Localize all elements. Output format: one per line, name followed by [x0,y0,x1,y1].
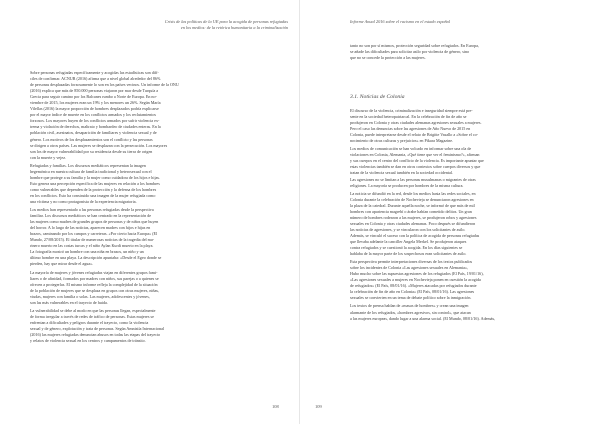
text-line: Crisis de las políticas de la UE para la acogida de personas refugiadas [164,19,288,24]
paragraph [350,303,582,321]
text-line: La mayoría de mujeres y jóvenes refugiadas viajan en diferentes grupos fami- [30,269,158,275]
paragraph [30,163,288,205]
section-title: 3.1. Noticias de Colonia [350,94,405,100]
text-line: familiar. Los discursos mediáticos se han centrado en la representación de [30,213,152,219]
text-line: Esta perspectiva permite interpretaciones diversas de los textos publicados [350,259,473,265]
running-header [350,19,580,25]
text-line: con la muerte y vejez. [30,154,67,160]
text-line: viembre de 2015, los mujeres eran un 19% y los menores un 26%. Según María [30,100,161,106]
paragraph [30,308,288,344]
text-line: las noticias de agresiones, y se vincularon con los solicitantes de asilo. [350,226,466,232]
text-line: viudas, mujeres con familia o solas. Las mujeres, adolescentes y jóvenes, [30,293,150,299]
text-line: enfrentan a dificultades y peligros durante el trayecto, como la violencia [30,319,149,325]
text-line: y sus cuerpos en el centro del conflicto de la violencia. Es importante apuntar que [350,158,484,164]
text-line: produjeron en Colonia y otras ciudades alemanas agresiones sexuales a mujeres. [350,120,482,126]
text-line: número de hombres rodearon a las mujeres, se produjeron robos y agresiones [350,214,477,220]
text-line: pierden, hay que mirar desde el agua». [30,261,94,267]
running-header [30,19,288,31]
text-line: Esto genera una percepción específica de las mujeres en relación a los hombres [30,180,160,186]
paragraph [350,191,582,258]
text-line: contra refugiados y se cuestionó la acogida. En los días siguientes se [350,245,463,251]
text-line: población civil, asesinatos, desaparición de familiares y violencia sexual y de [30,130,157,136]
text-line: sexuales se convierten en un tema de debate político sobre la inmigración. [350,295,472,301]
text-line: las mujeres como madres de grandes grupos de personas y de niños que huyen [30,219,159,225]
intro-text [350,43,582,61]
text-line: son los de mayor vulnerabilidad por su residencia desde su tierra de origen [30,148,153,154]
body-text [30,70,288,346]
text-line: la celebración de fin de año en Colonia» (El País, 08/01/16). Las agresiones [350,289,475,295]
text-line: «Las agresiones sexuales a mujeres en Nochevieja ponen en cuestión la acogida [350,277,481,283]
text-line: La noticia se difundió en la red, desde los medios hasta las redes sociales, en [350,190,476,196]
text-line: Los medios han representado a las personas refugiadas desde la perspectiva [30,207,154,213]
text-line: de personas desplazadas forzosamente lo son en los países vecinos. Un informe de la ONU [30,82,179,88]
text-line: Colonia, puede interpretarse desde el relato de Brigitte Vasallo a «Sobre el co- [350,132,479,138]
paragraph [30,70,288,161]
page-number: 109 [315,404,322,409]
text-line: son las más vulnerables en el trayecto de huida. [30,299,108,305]
text-line: como vulnerables que dependen de la protección y la defensa de los hombres [30,186,157,192]
text-line: Mundo, 27/08/2015). El titular de numerosas noticias de la tragedia del ma- [30,237,155,243]
text-line: de forma irregular a través de redes de tráfico de personas. Estas mujeres se [30,313,154,319]
text-line: sobre los incidentes de Colonia «Las agresiones sexuales en Alemania», [350,265,469,271]
text-line: sexuales en Colonia y otras ciudades alemanas. Poco después se difundieron [350,220,476,226]
text-line: tanto no son por sí mismos, protección seguridad sobre refugiados. En Europa, [350,43,479,48]
text-line: nocimiento de otras culturas y prejuicios» en Pikara Magazine. [350,138,454,144]
paragraph [30,207,288,267]
text-line: por el mayor índice de muerte en los conflictos armados y los reclutamientos [30,112,156,118]
text-line: Refugiadas y familias. Los discursos mediáticos representan la imagen [30,162,146,168]
paragraph [350,146,582,188]
text-line: estas violencias también se dan en otros contextos sobre cuerpos diversos y que [350,164,481,170]
text-line: (2016) las mujeres refugiadas denuncian abusos en todas las etapas del trayecto [30,331,161,337]
text-line: se añade las dificultades para solicitar asilo por violencia de género, sino [350,49,470,55]
paragraph [350,259,582,301]
text-line: Pero el caso las denuncias sobre las agresiones de Año Nuevo de 2015 en [350,126,471,132]
text-line: una víctima y no como protagonista de la experiencia migratoria. [30,198,137,204]
text-line: sente en la sociedad heteropatriarcal. En la celebración de fin de año se [350,114,467,120]
text-line: de la población de mujeres que se desplaza en grupos con otras mujeres, niñas, [30,287,160,293]
text-line: ciles de confirmar. ACNUR (2016) afirma que a nivel global alrededor del 86% [30,76,161,82]
text-line: liares o de afinidad, formados por madres con niños, sus parejas o a quienes se [30,275,159,281]
text-line: ofrecen a protegerlas. El mismo informe refleja la complejidad de la situación [30,281,158,287]
text-line: forzosos. Los mayores huyen de los conflictos armados por sufrir violencia ex- [30,118,160,124]
text-line: brazos, caminando por los campos y carreteras. «Por cierto hacia Europa» (El [30,231,158,237]
text-line: Informe Anual 2016 sobre el racismo en el estado español [350,19,451,24]
text-line: Los medios de comunicación se han volcado en informar sobre una ola de [350,146,472,152]
text-line: Vilellas (2016) la mayor proporción de hombres desplazados podría explicarse [30,106,159,112]
text-line: Colonia durante la celebración de Nochevieja se denunciaron agresiones en [350,196,474,202]
text-line: en los medios: de la retórica humanitaria a la criminalización [180,25,288,30]
text-line: trema y violación de derechos, maltrato y bombardeo de ciudades enteras. En la [30,124,161,130]
text-line: hablaba de la mayor parte de los sospechosos eran solicitantes de asilo. [350,251,467,257]
text-line: a las mujeres europeas, dando lugar a una alarma social. (El Mundo, 08/01/16). Además, [350,315,496,321]
text-line: último hombre en una playa. La descripción apuntaba: «Desde el Egeo donde se [30,255,162,261]
text-line: alarmante de los refugiados, «hombres agresivos, sin control», que atacan [350,309,471,315]
text-line: género. Los motivos de los desplazamientos son el conflicto y las personas [30,136,153,142]
text-line: Hubo mucho sobre las supuestas agresiones de los refugiados (El País, 19/01/16), [350,271,484,277]
text-line: religiones. La mayoría se producen por hombres de la misma cultura. [350,182,464,188]
text-line: y relatos de violencia sexual en los centros y campamentos de tránsito. [30,338,146,344]
text-line: Además, se vinculó el suceso con la política de acogida de personas refugiadas [350,232,480,238]
text-line: violaciones en Colonia, Alemania, «Qué tiene que ver el feminismo?», afirman [350,152,480,158]
paragraph [30,270,288,306]
text-line: Las agresiones no se limitan a las personas musulmanas o migrantes de otras [350,176,476,182]
body-text [350,108,582,324]
text-line: hegemónica en nuestra cultura de familia tradicional y heterosexual con el [30,168,152,174]
text-line: hombre que protege a su familia y la mujer como cuidadora de los hijos e hijas. [30,174,161,180]
text-line: del horror. A lo largo de las noticias, aparecen madres con hijos e hijas en [30,225,151,231]
text-line: La vulnerabilidad se debe al modo en que las personas llegan, especialmente [30,307,156,313]
text-line: tratan de la violencia sexual también en la sociedad occidental. [350,170,453,176]
text-line: de refugiados» (El País, 08/01/16). «Mujeres atacadas por refugiados durante [350,283,477,289]
text-line: se dirigen a otros países. Las mujeres se desplazan con la persecución. Los mayores [30,142,168,148]
text-line: rinero muerto en las costas turcas y el niño Aylan Kurdi muerto en la playa. [30,243,154,249]
text-line: Grecia para seguir camino por los Balcanes rumbo a Norte de Europa. En no- [30,94,157,100]
page-number: 108 [272,404,279,409]
text-line: en los conflictos. Esto ha construido una imagen de la mujer refugiada como [30,192,156,198]
text-line: que llevaba adelante la canciller Angela Merkel. Se produjeron ataques [350,238,467,244]
text-line: la plaza de la catedral. Durante aquella noche, se informó de que más de mil [350,202,475,208]
text-line: (2016) explica que más de 850.000 personas viajaron por mar desde Turquía a [30,88,159,94]
text-line: El discurso de la violencia, criminalización e inseguridad siempre está pre- [350,108,473,113]
text-line: hombres con apariencia magrebí o árabe habían cometido delitos. Un gran [350,208,472,214]
text-line: que no se concede la protección a las mujeres. [350,55,426,61]
text-line: La fotografía mostró un hombre con una niña en brazos, un niño y un [30,249,144,255]
paragraph [350,108,582,144]
text-line: sexual y de género, explotación y trata de personas. Según Amnistía Internacional [30,325,165,331]
right-page [300,0,600,424]
text-line: Sobre personas refugiadas específicamente y acogidas las estadísticas son difí- [30,70,159,75]
text-line: Los textos de prensa hablan de «masas de hombres» y crean una imagen [350,303,469,309]
